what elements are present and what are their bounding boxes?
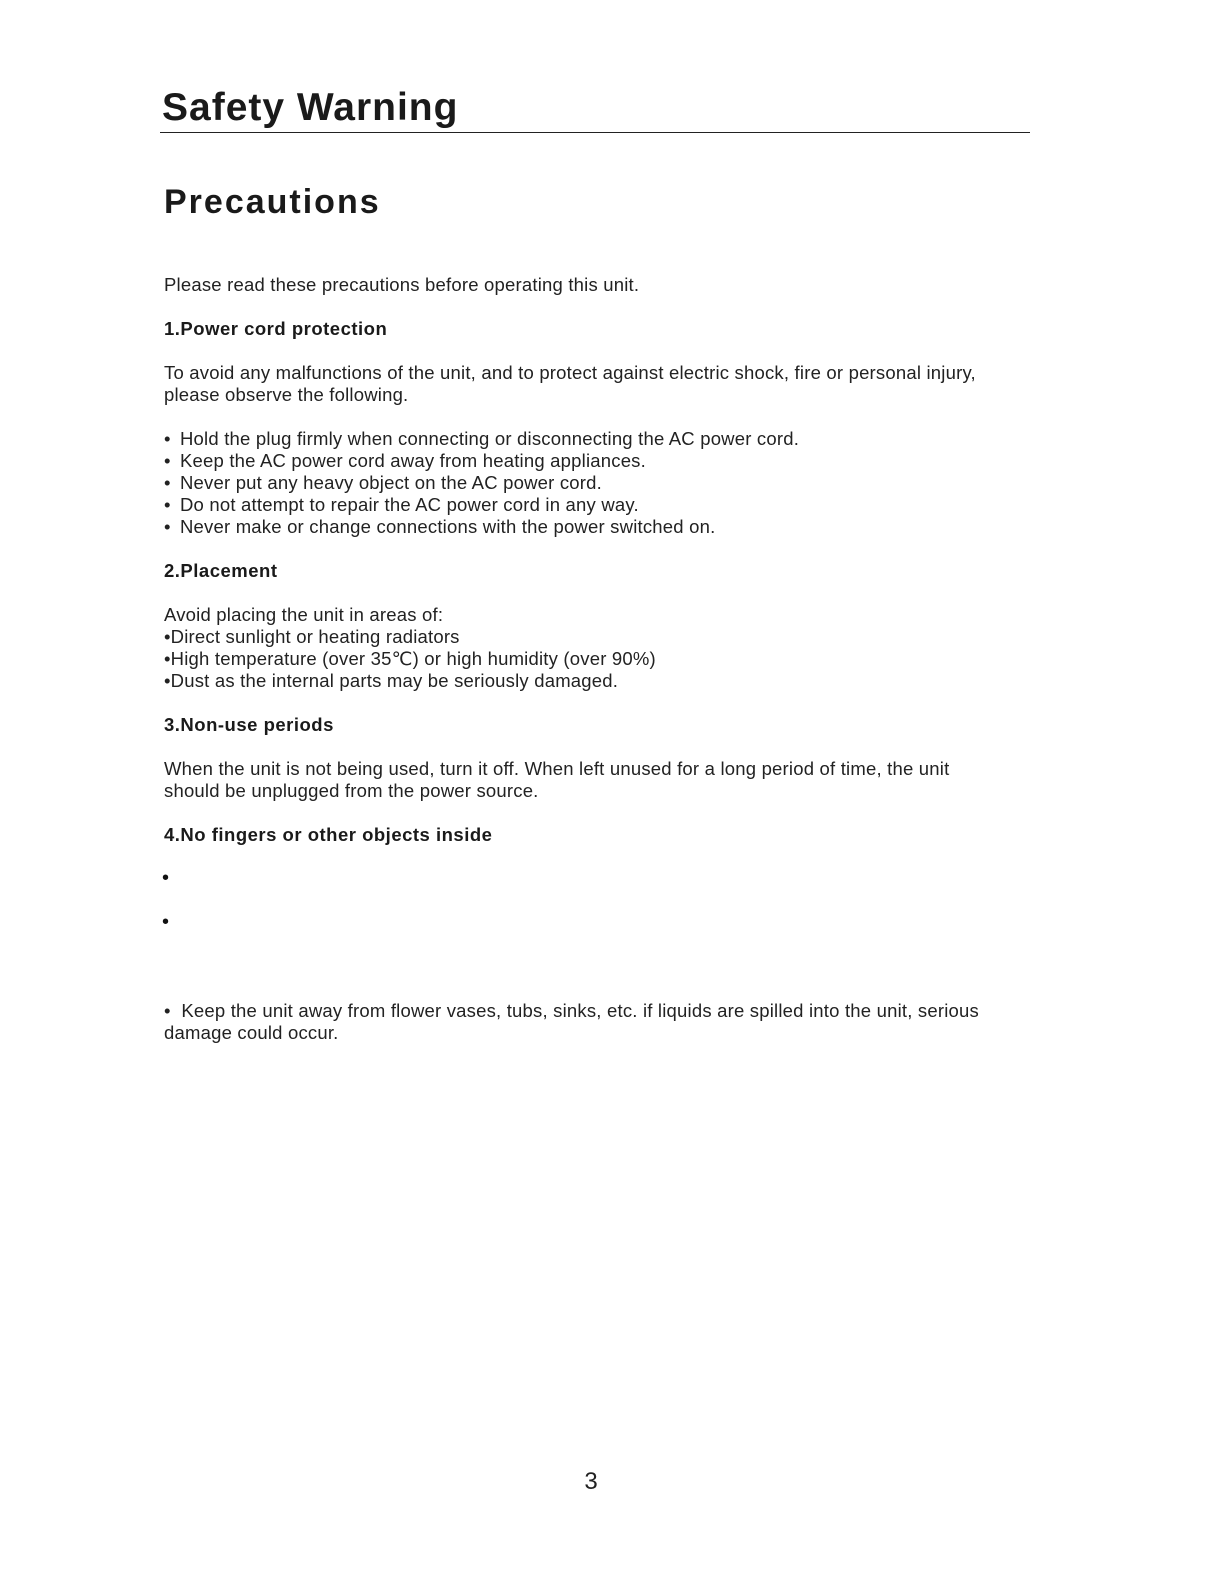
power-cord-bullet-list — [164, 428, 799, 538]
list-item-text: Keep the AC power cord away from heating appliances. — [180, 450, 646, 471]
liquid-warning — [164, 1000, 979, 1044]
liquid-warning-line — [164, 1000, 979, 1022]
power-cord-heading: 1.Power cord protection — [164, 318, 388, 339]
page-header — [160, 80, 1030, 133]
non-use-line: When the unit is not being used, turn it off. When left unused for a long period of time, the unit — [164, 758, 950, 779]
placement-line: •Dust as the internal parts may be seriously damaged. — [164, 670, 619, 691]
power-cord-lead-line: To avoid any malfunctions of the unit, and to protect against electric shock, fire or personal injury, — [164, 362, 976, 383]
list-item — [164, 494, 799, 516]
bullet-icon: • — [162, 911, 170, 933]
bullet-icon: • — [164, 516, 171, 537]
list-item — [164, 516, 799, 538]
bullet-icon: • — [164, 1000, 171, 1021]
list-item — [164, 472, 799, 494]
bullet-icon: • — [164, 428, 171, 449]
list-item — [164, 450, 799, 472]
list-item-text: Do not attempt to repair the AC power cord in any way. — [180, 494, 639, 515]
bullet-icon: • — [164, 494, 171, 515]
power-cord-lead-line: please observe the following. — [164, 384, 409, 405]
placement-lines — [164, 604, 656, 692]
placement-heading: 2.Placement — [164, 560, 278, 581]
bullet-icon: • — [164, 472, 171, 493]
power-cord-lead — [164, 362, 976, 406]
placement-line: •Direct sunlight or heating radiators — [164, 626, 460, 647]
bullet-icon: • — [164, 450, 171, 471]
non-use-heading: 3.Non-use periods — [164, 714, 334, 735]
list-item-text: Never make or change connections with the power switched on. — [180, 516, 716, 537]
liquid-warning-line: damage could occur. — [164, 1022, 339, 1043]
placement-line: Avoid placing the unit in areas of: — [164, 604, 444, 625]
bullet-icon: • — [162, 867, 170, 889]
non-use-text — [164, 758, 949, 802]
page-title: Safety Warning — [162, 86, 459, 129]
list-item-text: Hold the plug firmly when connecting or disconnecting the AC power cord. — [180, 428, 800, 449]
liquid-warning-text: Keep the unit away from flower vases, tubs, sinks, etc. if liquids are spilled into the unit, serious — [181, 1000, 979, 1021]
list-item — [164, 428, 799, 450]
section-title: Precautions — [164, 183, 381, 221]
non-use-line: should be unplugged from the power source. — [164, 780, 539, 801]
placement-line: •High temperature (over 35℃) or high humidity (over 90%) — [164, 648, 656, 669]
no-fingers-heading: 4.No fingers or other objects inside — [164, 824, 493, 845]
page-number: 3 — [584, 1468, 598, 1495]
list-item-text: Never put any heavy object on the AC power cord. — [180, 472, 602, 493]
intro-text: Please read these precautions before operating this unit. — [164, 274, 640, 295]
